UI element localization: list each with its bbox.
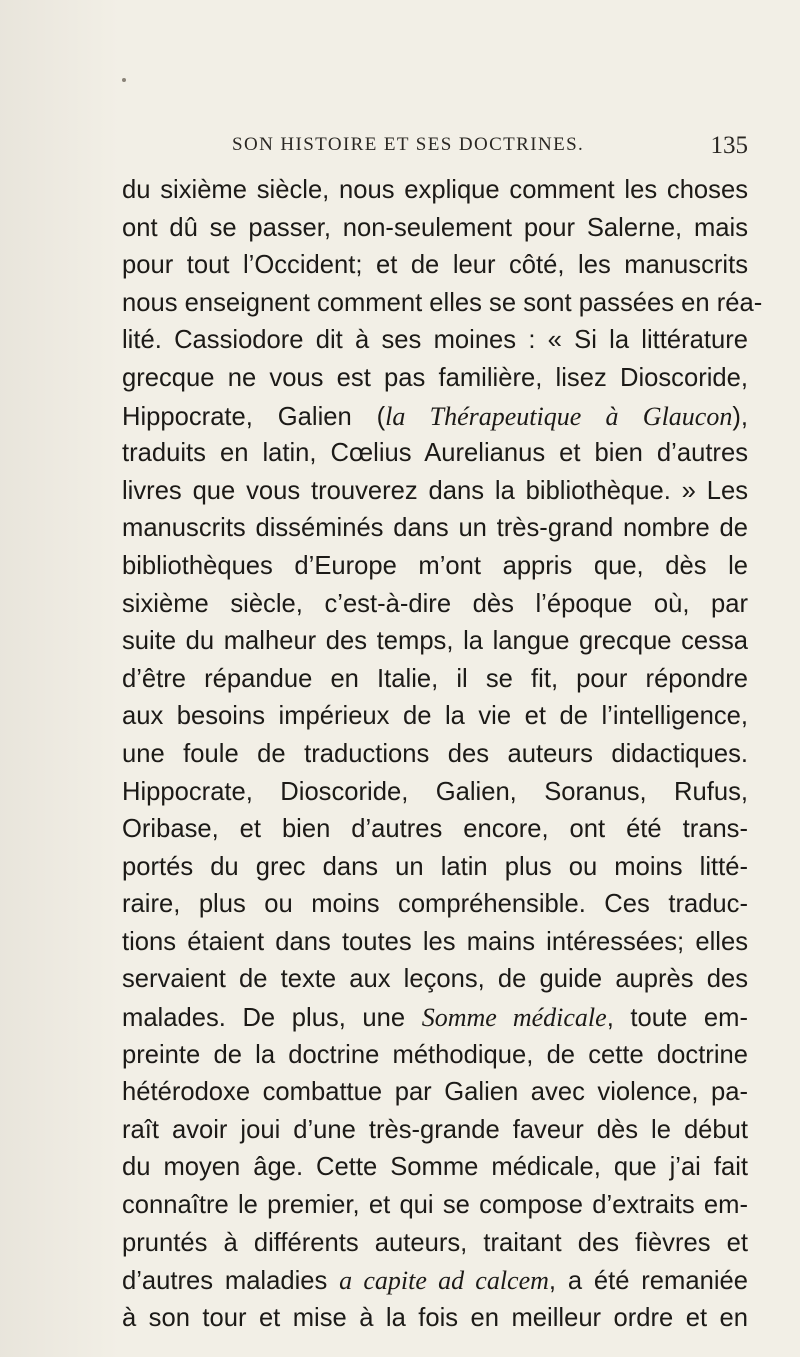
text-segment: aux besoins impérieux de la vie et de l’intelligence, (122, 702, 748, 731)
text-segment: du sixième siècle, nous explique comment les choses (122, 176, 748, 204)
text-segment: traduits en latin, Cœlius Aurelianus et bien d’autres (122, 439, 748, 468)
text-line (122, 473, 748, 511)
text-line (122, 1037, 748, 1075)
text-segment: malades. De plus, une (122, 1004, 422, 1033)
text-line (122, 247, 748, 285)
text-line (122, 924, 748, 962)
running-head: SON HISTOIRE ET SES DOCTRINES. (232, 134, 585, 155)
italic-text: a capite ad calcem (339, 1266, 549, 1296)
text-line (122, 811, 748, 849)
page-gutter-shadow (0, 0, 120, 1357)
text-segment: suite du malheur des temps, la langue grecque cessa (122, 627, 748, 656)
text-segment: sixième siècle, c’est-à-dire dès l’époque où, par (122, 589, 748, 618)
text-segment: nous enseignent comment elles se sont passées en réa- (122, 288, 763, 317)
text-line (122, 322, 748, 360)
text-line (122, 285, 763, 323)
italic-text: la Thérapeutique à Glaucon (385, 401, 733, 431)
text-line (122, 210, 748, 248)
text-segment: d’être répandue en Italie, il se fit, pour répondre (122, 664, 748, 693)
text-line (122, 849, 748, 887)
text-segment: du moyen âge. Cette Somme médicale, que j’ai fait (122, 1153, 748, 1182)
text-segment: ), (732, 402, 748, 431)
body-text (122, 172, 763, 1337)
text-line (122, 774, 748, 812)
text-segment: d’autres maladies (122, 1267, 340, 1296)
text-line (122, 1149, 748, 1187)
text-segment: une foule de traductions des auteurs didactiques. (122, 739, 748, 768)
text-line (122, 698, 748, 736)
text-line (122, 1187, 748, 1225)
text-line (122, 999, 748, 1037)
text-segment: Hippocrate, Dioscoride, Galien, Soranus, Rufus, (122, 777, 748, 806)
text-segment: à son tour et mise à la fois en meilleur ordre et en (122, 1303, 748, 1332)
text-segment: pruntés à différents auteurs, traitant des fièvres et (122, 1228, 748, 1257)
text-line (122, 510, 748, 548)
text-segment: raire, plus ou moins compréhensible. Ces traduc- (122, 890, 748, 919)
text-segment: pour tout l’Occident; et de leur côté, les manuscrits (122, 251, 748, 280)
text-segment: , toute em- (606, 1004, 749, 1033)
text-line (122, 1112, 748, 1150)
paper-speck (122, 78, 126, 82)
italic-text: Somme médicale (421, 1003, 607, 1033)
text-segment: ont dû se passer, non-seulement pour Salerne, mais (122, 213, 748, 242)
text-line (122, 886, 748, 924)
text-line (122, 398, 748, 436)
text-line (122, 172, 748, 210)
text-line (122, 360, 748, 398)
text-line (122, 736, 748, 774)
text-line (122, 623, 748, 661)
text-segment: bibliothèques d’Europe m’ont appris que, dès le (122, 551, 748, 580)
text-segment: , a été remaniée (548, 1267, 748, 1296)
text-line (122, 661, 748, 699)
text-segment: livres que vous trouverez dans la bibliothèque. » Les (122, 476, 748, 505)
text-segment: manuscrits disséminés dans un très-grand nombre de (122, 514, 748, 543)
text-segment: lité. Cassiodore dit à ses moines : « Si la littérature (122, 326, 748, 355)
text-segment: tions étaient dans toutes les mains intéressées; elles (122, 927, 748, 956)
text-segment: Oribase, et bien d’autres encore, ont été trans- (122, 815, 748, 844)
text-segment: connaître le premier, et qui se compose d’extraits em- (122, 1191, 748, 1220)
text-segment: hétérodoxe combattue par Galien avec violence, pa- (122, 1078, 748, 1107)
text-line (122, 548, 748, 586)
text-line (122, 1300, 748, 1338)
text-line (122, 961, 748, 999)
text-segment: preinte de la doctrine méthodique, de cette doctrine (122, 1040, 748, 1069)
text-segment: servaient de texte aux leçons, de guide auprès des (122, 965, 748, 994)
text-line (122, 1225, 748, 1263)
text-line (122, 1262, 748, 1300)
page-header (232, 134, 748, 162)
text-segment: raît avoir joui d’une très-grande faveur dès le début (122, 1115, 748, 1144)
text-segment: grecque ne vous est pas familière, lisez Dioscoride, (122, 363, 748, 392)
page-number: 135 (710, 132, 748, 159)
text-line (122, 435, 748, 473)
text-line (122, 586, 748, 624)
text-line (122, 1074, 748, 1112)
text-segment: Hippocrate, Galien ( (122, 402, 386, 431)
text-segment: portés du grec dans un latin plus ou moins litté- (122, 852, 748, 881)
